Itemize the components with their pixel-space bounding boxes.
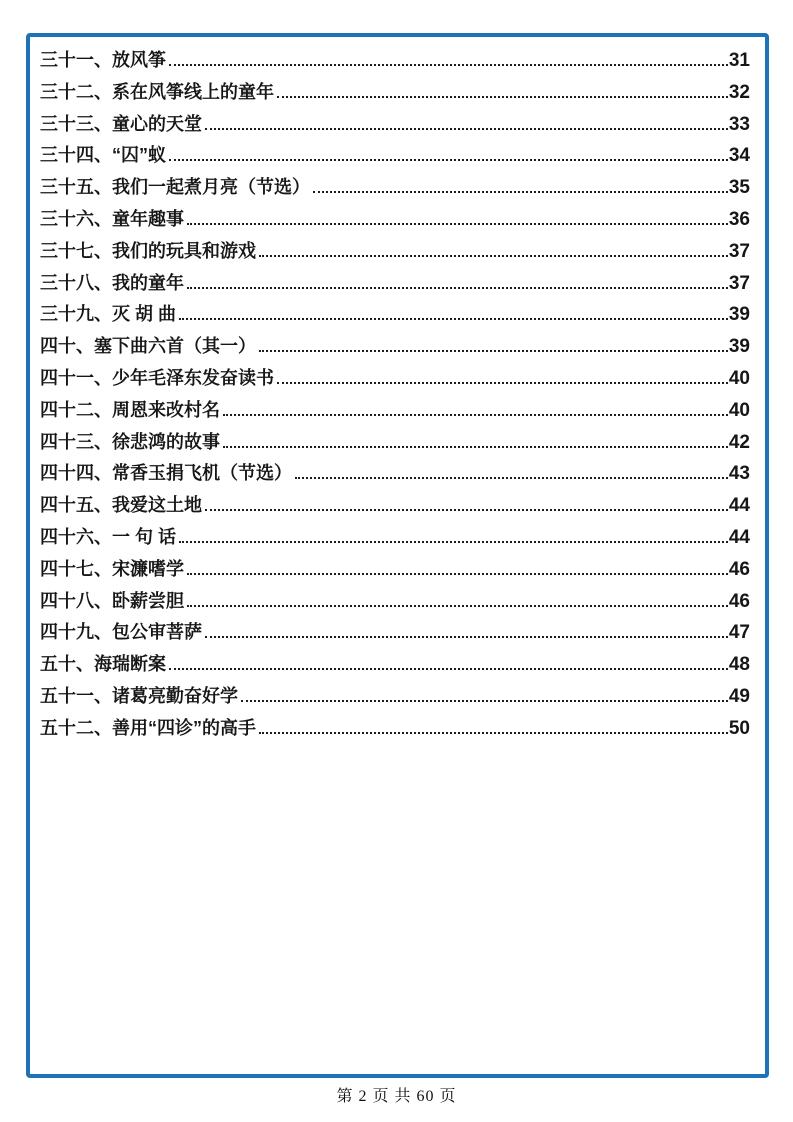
toc-dot-leader — [313, 191, 728, 193]
toc-entry-page-number: 50 — [728, 717, 750, 739]
toc-entry-page-number: 43 — [728, 463, 750, 485]
toc-dot-leader — [169, 668, 728, 670]
toc-entry[interactable] — [40, 490, 750, 522]
toc-dot-leader — [187, 573, 728, 575]
toc-dot-leader — [187, 287, 728, 289]
toc-entry-title: 四十、塞下曲六首（其一） — [40, 336, 256, 357]
toc-entry-title: 三十一、放风筝 — [40, 50, 166, 70]
toc-entry-page-number: 40 — [728, 367, 750, 389]
toc-dot-leader — [179, 318, 728, 320]
toc-entry-title: 五十一、诸葛亮勤奋好学 — [40, 685, 238, 706]
toc-entry-title: 三十五、我们一起煮月亮（节选） — [40, 177, 310, 198]
toc-entry-page-number: 34 — [728, 145, 750, 167]
toc-entry[interactable] — [40, 427, 750, 459]
toc-entry-title: 三十六、童年趣事 — [40, 208, 184, 229]
toc-entry-page-number: 42 — [728, 431, 750, 453]
toc-entry-page-number: 36 — [728, 208, 750, 230]
toc-entry-page-number: 44 — [728, 495, 750, 517]
toc-entry[interactable] — [40, 395, 750, 427]
toc-entry-page-number: 31 — [728, 50, 750, 71]
toc-entry-title: 五十二、善用“四诊”的高手 — [40, 717, 256, 738]
toc-dot-leader — [169, 64, 728, 66]
toc-entry-page-number: 39 — [728, 304, 750, 326]
toc-dot-leader — [205, 128, 728, 130]
toc-dot-leader — [187, 605, 728, 607]
toc-entry-page-number: 37 — [728, 272, 750, 294]
toc-dot-leader — [295, 477, 728, 479]
toc-dot-leader — [223, 446, 728, 448]
toc-entry[interactable] — [40, 458, 750, 490]
toc-entry-page-number: 44 — [728, 526, 750, 548]
toc-entry[interactable] — [40, 586, 750, 618]
toc-entry-page-number: 46 — [728, 558, 750, 580]
toc-dot-leader — [205, 509, 728, 511]
toc-entry-page-number: 48 — [728, 654, 750, 676]
toc-entry[interactable] — [40, 236, 750, 268]
toc-entry-page-number: 47 — [728, 622, 750, 644]
toc-entry-title: 四十八、卧薪尝胆 — [40, 590, 184, 611]
toc-entry-title: 三十七、我们的玩具和游戏 — [40, 240, 256, 261]
toc-entry[interactable] — [40, 45, 750, 77]
toc-entry-title: 三十八、我的童年 — [40, 272, 184, 293]
toc-entry[interactable] — [40, 331, 750, 363]
toc-entry-title: 四十五、我爱这土地 — [40, 495, 202, 516]
toc-entry[interactable] — [40, 109, 750, 141]
toc-entry-title: 四十四、常香玉捐飞机（节选） — [40, 463, 292, 484]
toc-entry[interactable] — [40, 522, 750, 554]
toc-dot-leader — [259, 732, 728, 734]
toc-dot-leader — [277, 382, 728, 384]
table-of-contents — [40, 45, 750, 745]
toc-entry[interactable] — [40, 140, 750, 172]
toc-entry-page-number: 49 — [728, 685, 750, 707]
toc-entry-title: 四十一、少年毛泽东发奋读书 — [40, 367, 274, 388]
toc-dot-leader — [259, 350, 728, 352]
toc-entry[interactable] — [40, 268, 750, 300]
toc-entry[interactable] — [40, 172, 750, 204]
toc-entry[interactable] — [40, 204, 750, 236]
toc-entry-page-number: 35 — [728, 177, 750, 199]
toc-entry-title: 四十二、周恩来改村名 — [40, 399, 220, 420]
toc-entry[interactable] — [40, 681, 750, 713]
toc-entry-title: 四十七、宋濂嗜学 — [40, 558, 184, 579]
toc-entry-page-number: 39 — [728, 336, 750, 358]
toc-entry-title: 三十九、灭 胡 曲 — [40, 304, 177, 325]
toc-dot-leader — [205, 636, 728, 638]
toc-entry-title: 四十六、一 句 话 — [40, 526, 177, 547]
toc-entry-title: 三十四、“囚”蚁 — [40, 145, 166, 166]
toc-entry[interactable] — [40, 299, 750, 331]
toc-entry[interactable] — [40, 617, 750, 649]
toc-dot-leader — [277, 96, 728, 98]
toc-entry-title: 三十三、童心的天堂 — [40, 113, 202, 134]
toc-dot-leader — [241, 700, 728, 702]
toc-entry-page-number: 46 — [728, 590, 750, 612]
toc-entry-title: 四十三、徐悲鸿的故事 — [40, 431, 220, 452]
toc-entry-title: 三十二、系在风筝线上的童年 — [40, 81, 274, 102]
toc-entry[interactable] — [40, 363, 750, 395]
toc-entry-page-number: 33 — [728, 113, 750, 135]
toc-entry-page-number: 32 — [728, 81, 750, 103]
toc-dot-leader — [223, 414, 728, 416]
footer-page-indicator: 第 2 页 共 60 页 — [336, 1088, 457, 1105]
toc-dot-leader — [187, 223, 728, 225]
toc-dot-leader — [169, 159, 728, 161]
toc-entry[interactable] — [40, 649, 750, 681]
toc-entry[interactable] — [40, 554, 750, 586]
page-border-frame — [26, 33, 769, 1078]
toc-entry[interactable] — [40, 713, 750, 745]
toc-entry[interactable] — [40, 77, 750, 109]
toc-entry-page-number: 40 — [728, 399, 750, 421]
toc-entry-page-number: 37 — [728, 240, 750, 262]
toc-entry-title: 四十九、包公审菩萨 — [40, 622, 202, 643]
toc-entry-title: 五十、海瑞断案 — [40, 654, 166, 675]
toc-dot-leader — [179, 541, 728, 543]
toc-dot-leader — [259, 255, 728, 257]
